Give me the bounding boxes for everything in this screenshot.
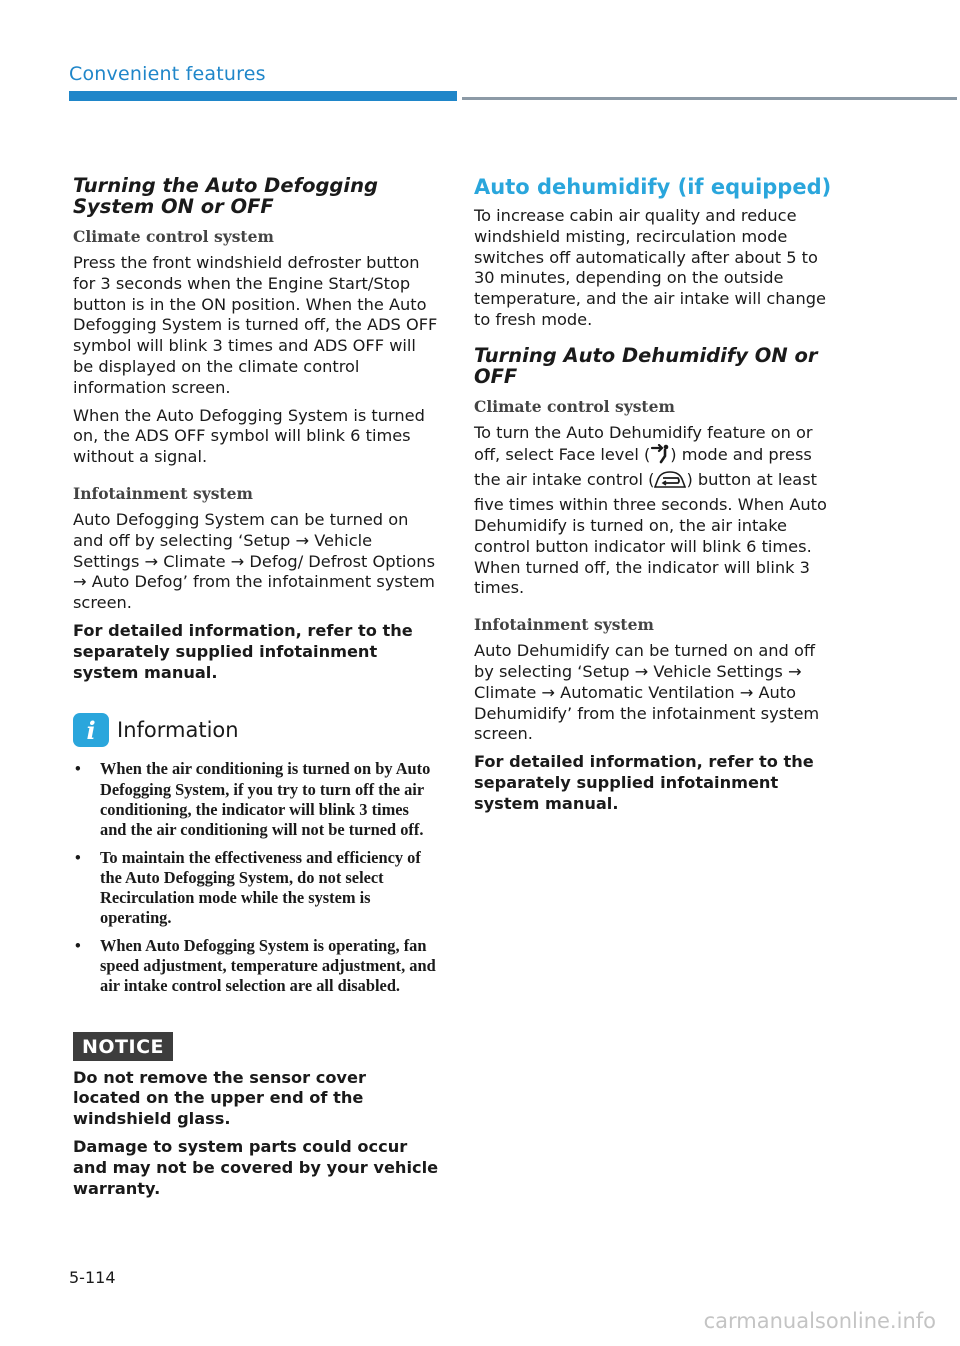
watermark: carmanualsonline.info bbox=[703, 1309, 936, 1333]
information-header bbox=[73, 713, 439, 747]
climate-text-a: To turn the Auto Dehumidify feature on or off, select Face level ( bbox=[474, 422, 813, 464]
information-bullet: • When Auto Defogging System is operating, fan speed adjustment, temperature adjustment, and air intake control selection are all disabled. bbox=[73, 936, 439, 997]
information-list bbox=[73, 759, 439, 996]
header-rule-blue bbox=[69, 91, 457, 101]
climate-paragraph-1: Press the front windshield defroster button for 3 seconds when the Engine Start/Stop button is in the ON position. When the Auto Defogging System is turned off, the ADS OFF symbol will blink 3 times and ADS OFF will be displayed on the climate control information screen. bbox=[73, 253, 438, 397]
auto-defog-heading: Turning the Auto Defogging System ON or OFF bbox=[73, 174, 378, 218]
page-number: 5-114 bbox=[69, 1268, 116, 1287]
climate-control-heading: Climate control system bbox=[73, 227, 274, 246]
notice-label: NOTICE bbox=[73, 1032, 173, 1061]
information-icon: i bbox=[73, 713, 109, 747]
dehumidify-climate-paragraph bbox=[474, 423, 834, 599]
face-level-icon bbox=[650, 444, 670, 470]
dehumidify-subheading: Turning Auto Dehumidify ON or OFF bbox=[474, 343, 818, 388]
auto-dehumidify-heading: Auto dehumidify (if equipped) bbox=[474, 175, 832, 199]
infotainment-heading: Infotainment system bbox=[73, 483, 253, 503]
information-title: Information bbox=[117, 718, 239, 743]
information-bullet: • When the air conditioning is turned on by Auto Defogging System, if you try to turn off the air conditioning, the indicator will blink 3 times and the air conditioning will not be turned off. bbox=[73, 759, 439, 840]
infotainment-paragraph-2: For detailed information, refer to the separately supplied infotainment system manual. bbox=[73, 620, 413, 682]
infotainment-paragraph-1: Auto Defogging System can be turned on and off by selecting ‘Setup → Vehicle Settings → Climate → Defog/ Defrost Options → Auto Defog’ from the infotainment system screen. bbox=[73, 509, 436, 613]
left-column bbox=[73, 175, 439, 1199]
header-rule-gray bbox=[462, 97, 957, 100]
notice-paragraph-2: Damage to system parts could occur and may not be covered by your vehicle warranty. bbox=[73, 1137, 439, 1198]
right-column bbox=[474, 175, 834, 815]
climate-paragraph-2: When the Auto Defogging System is turned on, the ADS OFF symbol will blink 6 times without a signal. bbox=[73, 405, 425, 467]
dehumidify-intro: To increase cabin air quality and reduce windshield misting, recirculation mode switches off automatically after about 5 to 30 minutes, depending on the outside temperature, and the air intake will change to fresh mode. bbox=[474, 206, 826, 329]
dehumidify-infotainment-paragraph-1: Auto Dehumidify can be turned on and off by selecting ‘Setup → Vehicle Settings → Climate → Automatic Ventilation → Auto Dehumidify’ from the infotainment system screen. bbox=[474, 641, 820, 744]
dehumidify-infotainment-paragraph-2: For detailed information, refer to the separately supplied infotainment system manual. bbox=[474, 752, 814, 813]
climate-text-b: ) mode and press the air intake control ( bbox=[474, 444, 812, 490]
air-intake-icon bbox=[654, 469, 686, 495]
information-bullet: • To maintain the effectiveness and efficiency of the Auto Defogging System, do not select Recirculation mode while the system is operating. bbox=[73, 848, 439, 929]
dehumidify-infotainment-heading: Infotainment system bbox=[474, 615, 654, 635]
section-title: Convenient features bbox=[69, 63, 266, 85]
notice-paragraph-1: Do not remove the sensor cover located on the upper end of the windshield glass. bbox=[73, 1067, 366, 1129]
climate-text-c: ) button at least five times within three seconds. When Auto Dehumidify is turned on, the air intake control button indicator will blink 6 times. When turned off, the indicator will blink 3 times. bbox=[474, 470, 827, 598]
dehumidify-climate-heading: Climate control system bbox=[474, 396, 675, 416]
